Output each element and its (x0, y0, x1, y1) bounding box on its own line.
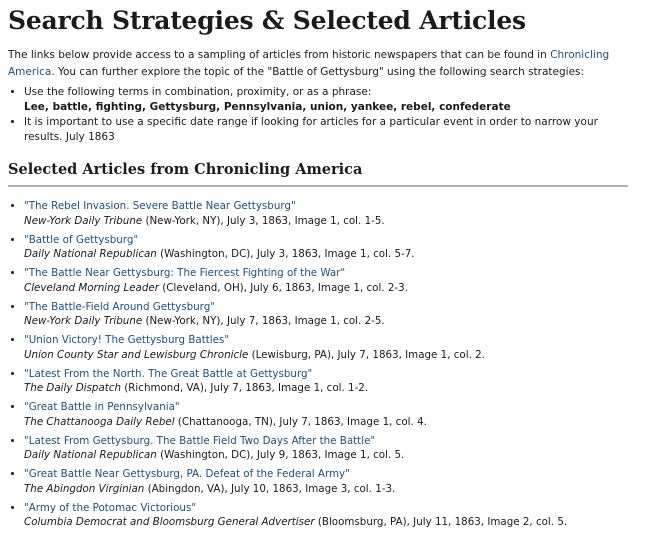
article-link[interactable]: "The Battle-Field Around Gettysburg" (24, 300, 216, 313)
article-details: (Washington, DC), July 3, 1863, Image 1, col. 5-7. (156, 248, 415, 260)
article-item (24, 266, 638, 295)
article-details: (Lewisburg, PA), July 7, 1863, Image 1, col. 2. (248, 348, 485, 361)
strategy-terms-intro: Use the following terms in combination, proximity, or as a phrase: (24, 86, 372, 98)
article-source: The Abingdon Virginian (24, 482, 145, 495)
article-details: (Bloomsburg, PA), July 11, 1863, Image 2, col. 5. (314, 516, 568, 528)
article-details: (Chattanooga, TN), July 7, 1863, Image 1, col. 4. (174, 415, 427, 428)
article-source: New-York Daily Tribune (24, 214, 143, 227)
article-item (24, 367, 638, 396)
article-link[interactable]: "Union Victory! The Gettysburg Battles" (24, 334, 230, 346)
article-source: New-York Daily Tribune (24, 315, 143, 327)
article-item (24, 300, 638, 329)
strategy-terms: Lee, battle, fighting, Gettysburg, Pennsylvania, union, yankee, rebel, confederate (24, 100, 511, 113)
article-details: (Cleveland, OH), July 6, 1863, Image 1, col. 2-3. (158, 281, 408, 294)
article-item (24, 501, 638, 530)
strategy-item: • It is important to use a specific date range if looking for articles for a particular event in order to narrow your results. July 1863 (24, 115, 638, 144)
article-item (24, 467, 638, 496)
article-source: Daily National Republican (24, 449, 157, 461)
article-link[interactable]: "Army of the Potomac Victorious" (24, 501, 197, 514)
article-link[interactable]: "The Rebel Invasion. Severe Battle Near Gettysburg" (24, 200, 296, 212)
article-source: Cleveland Morning Leader (24, 281, 159, 294)
article-details: (Washington, DC), July 9, 1863, Image 1, col. 5. (156, 449, 405, 461)
intro-text-after: . You can further explore the topic of the "Battle of Gettysburg" using the following search strategies: (51, 65, 585, 78)
article-source: Union County Star and Lewisburg Chronicle (24, 348, 249, 361)
section-heading: Selected Articles from Chronicling America (8, 161, 628, 187)
article-item (24, 199, 638, 228)
article-item (24, 233, 638, 262)
article-details: (New-York, NY), July 7, 1863, Image 1, col. 2-5. (142, 315, 385, 327)
strategy-item (24, 85, 638, 114)
article-link[interactable]: "Great Battle in Pennsylvania" (24, 401, 180, 413)
article-source: Daily National Republican (24, 248, 157, 260)
article-link[interactable]: "Battle of Gettysburg" (24, 233, 139, 246)
page-title: Search Strategies & Selected Articles (8, 6, 526, 35)
article-link[interactable]: "The Battle Near Gettysburg: The Fiercest Fighting of the War" (24, 267, 346, 279)
search-strategies-list (8, 85, 638, 144)
article-link[interactable]: "Great Battle Near Gettysburg, PA. Defeat of the Federal Army" (24, 468, 350, 480)
chronicling-america-link[interactable]: Chronicling America (8, 49, 610, 78)
intro-paragraph (8, 47, 638, 80)
article-item (24, 333, 638, 362)
article-source: The Daily Dispatch (24, 382, 121, 394)
article-details: (Richmond, VA), July 7, 1863, Image 1, col. 1-2. (120, 382, 369, 394)
article-link[interactable]: "Latest From Gettysburg. The Battle Field Two Days After the Battle" (24, 434, 376, 447)
article-source: Columbia Democrat and Bloomsburg General Advertiser (24, 516, 315, 528)
article-source: The Chattanooga Daily Rebel (24, 415, 175, 428)
intro-text-before: The links below provide access to a sampling of articles from historic newspapers that can be found in (8, 49, 551, 61)
article-details: (Abingdon, VA), July 10, 1863, Image 3, col. 1-3. (144, 482, 396, 495)
article-item (24, 434, 638, 463)
article-link[interactable]: "Latest From the North. The Great Battle at Gettysburg" (24, 367, 313, 380)
articles-list (8, 199, 638, 530)
article-item (24, 400, 638, 429)
article-details: (New-York, NY), July 3, 1863, Image 1, col. 1-5. (142, 214, 385, 227)
